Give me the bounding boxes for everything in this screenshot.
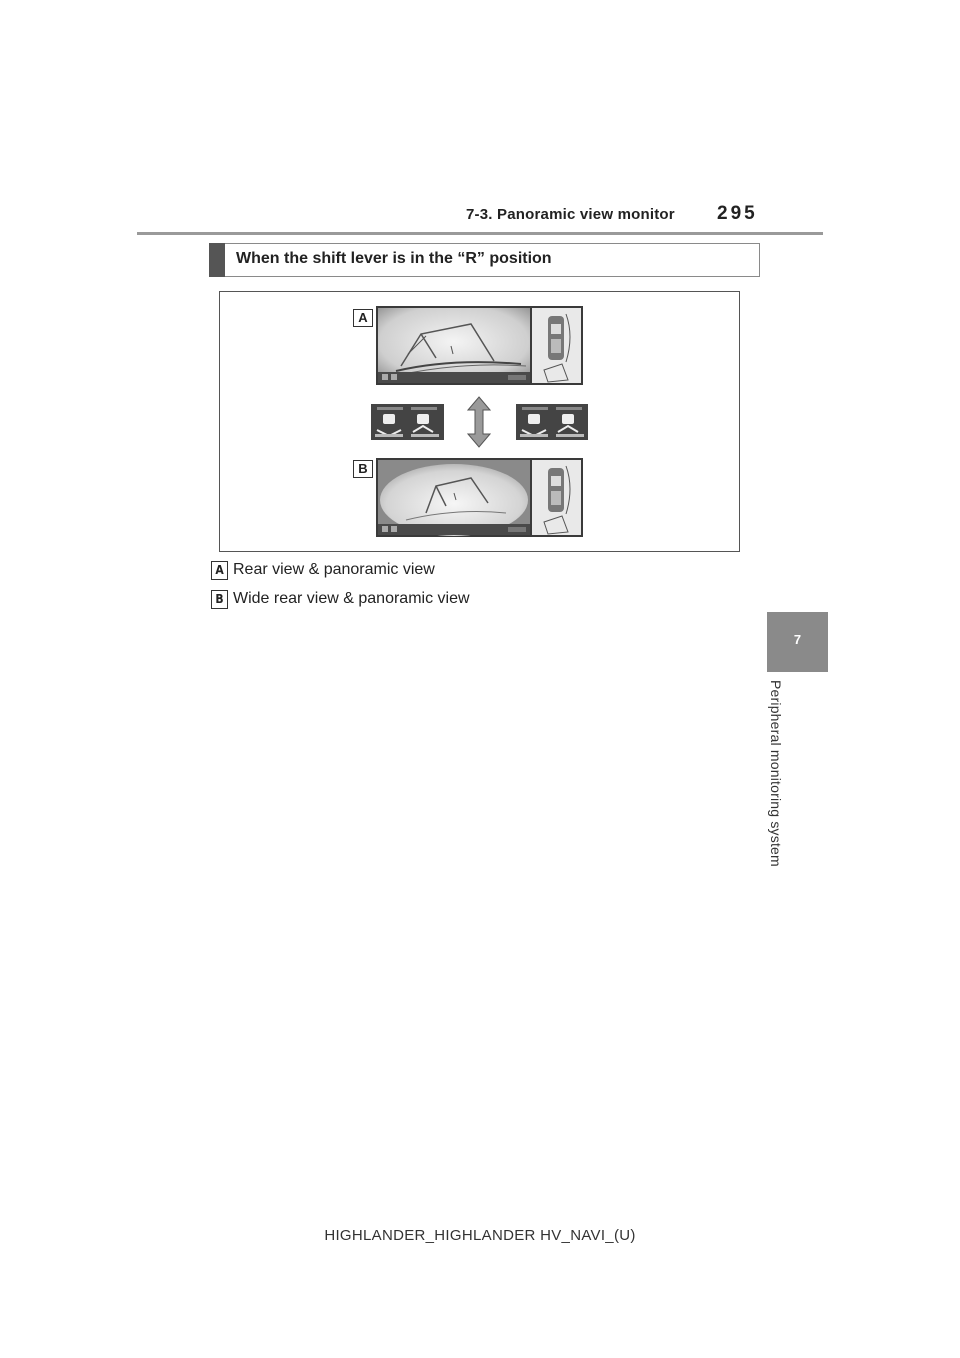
rear-view-mode-button-icon[interactable]: [371, 404, 444, 440]
wide-rear-view-mode-button-icon[interactable]: [516, 404, 588, 440]
subsection-heading: When the shift lever is in the “R” position: [236, 250, 552, 267]
chapter-number: 7: [793, 632, 802, 647]
document-footer: HIGHLANDER_HIGHLANDER HV_NAVI_(U): [324, 1227, 636, 1244]
header-divider: [137, 232, 823, 235]
caption-rear-view: Rear view & panoramic view: [233, 561, 435, 578]
chapter-title: Peripheral monitoring system: [768, 680, 784, 867]
heading-marker: [209, 243, 225, 277]
section-title: 7-3. Panoramic view monitor: [466, 206, 675, 223]
figure-label-b: B: [353, 460, 373, 478]
chapter-label-container: [766, 680, 796, 905]
caption-badge-a: A: [211, 561, 228, 580]
rear-view-screen: [376, 306, 583, 385]
page-number: 295: [717, 203, 758, 224]
bidirectional-arrow-icon: [467, 396, 491, 448]
caption-wide-rear-view: Wide rear view & panoramic view: [233, 590, 470, 607]
caption-badge-b: B: [211, 590, 228, 609]
figure-label-a: A: [353, 309, 373, 327]
wide-rear-view-screen: [376, 458, 583, 537]
